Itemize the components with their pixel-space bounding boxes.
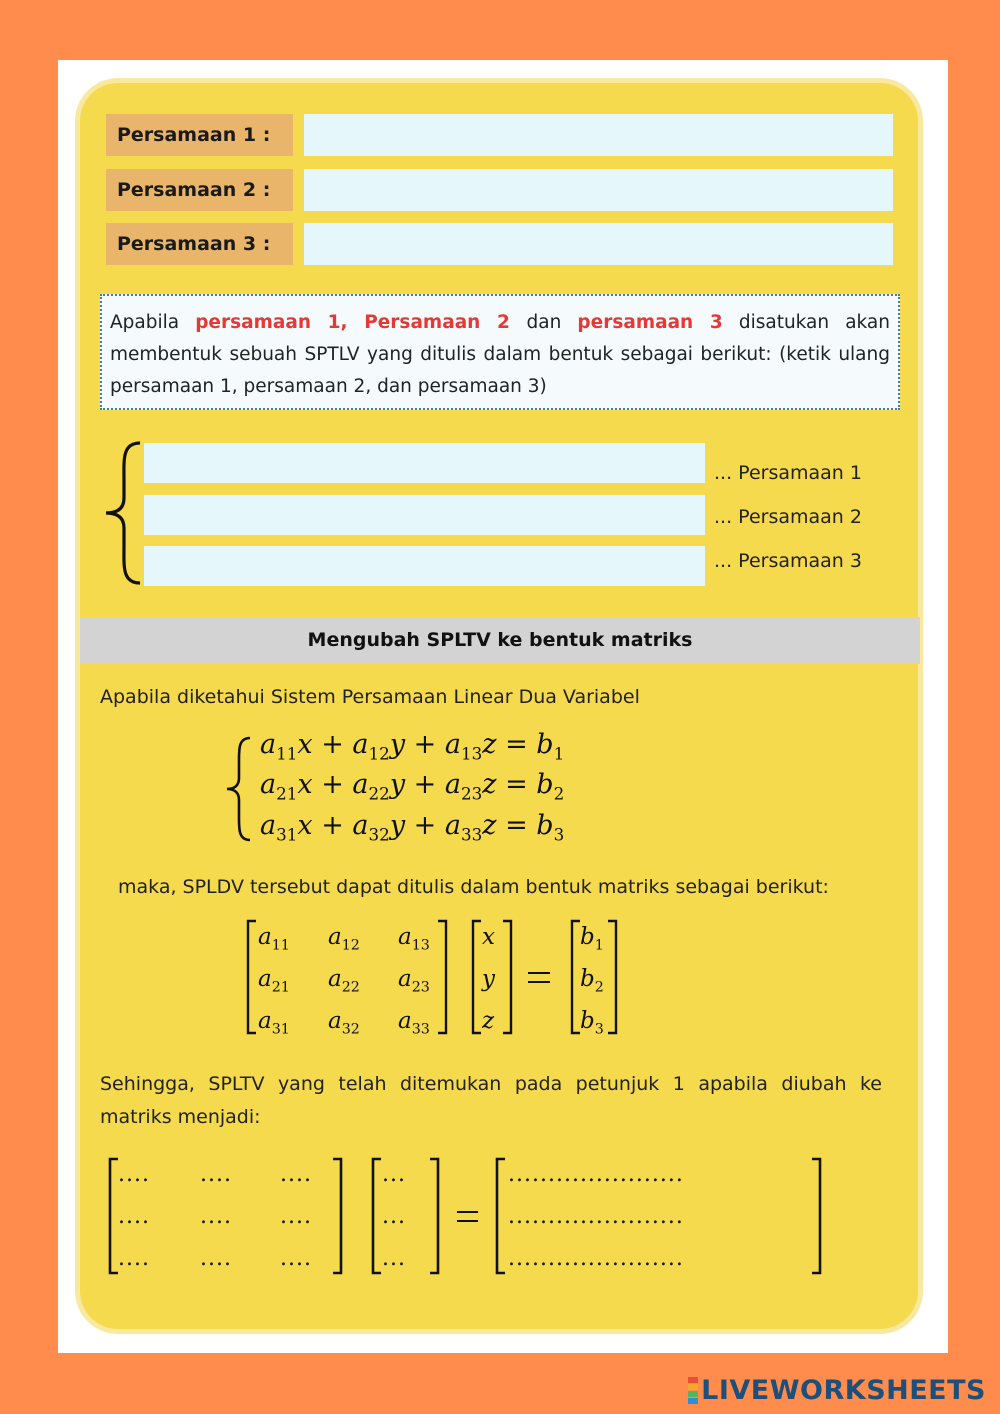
formula-brace-icon xyxy=(224,736,254,842)
answer-rhs-r1: ...................... xyxy=(508,1162,684,1187)
left-brace-icon xyxy=(100,440,144,586)
note-highlight-1: persamaan 1, Persamaan 2 xyxy=(195,312,527,333)
note-intro: Apabila xyxy=(110,312,196,333)
logo-letter-v xyxy=(688,1391,698,1397)
general-equation-1: $a_{11}x + a_{12}y + a_{13}z = b_1$ xyxy=(260,729,565,764)
matrix-a21: $a_{21}$ xyxy=(258,966,290,996)
matrix-a13: $a_{13}$ xyxy=(398,924,430,954)
equation-1-input[interactable] xyxy=(304,114,893,156)
matrix-a12: $a_{12}$ xyxy=(328,924,360,954)
matrix-b1: $b_1$ xyxy=(580,924,604,954)
equation-3-label: Persamaan 3 : xyxy=(106,223,293,265)
logo-letter-l xyxy=(688,1377,698,1383)
system-equation-1-input[interactable] xyxy=(144,443,705,483)
general-equation-2: $a_{21}x + a_{22}y + a_{23}z = b_2$ xyxy=(260,769,565,804)
matrix-y: y xyxy=(482,966,495,992)
instruction-note xyxy=(100,294,900,410)
system-label-2: ... Persamaan 2 xyxy=(714,506,862,528)
system-equation-2-input[interactable] xyxy=(144,495,705,535)
answer-var-r3: ... xyxy=(382,1246,406,1271)
system-equation-3-input[interactable] xyxy=(144,546,705,586)
answer-coef-r2c1: .... xyxy=(118,1204,150,1229)
equation-2-label: Persamaan 2 : xyxy=(106,169,293,211)
answer-coef-r1c2: .... xyxy=(200,1162,232,1187)
intro-text: Apabila diketahui Sistem Persamaan Linear Dua Variabel xyxy=(100,686,640,708)
matrix-x: x xyxy=(482,924,495,950)
matrix-a31: $a_{31}$ xyxy=(258,1008,290,1038)
equation-2-input[interactable] xyxy=(304,169,893,211)
answer-var-r1: ... xyxy=(382,1162,406,1187)
section-title: Mengubah SPLTV ke bentuk matriks xyxy=(80,617,920,664)
logo-letter-i xyxy=(688,1384,698,1390)
matrix-a11: $a_{11}$ xyxy=(258,924,290,954)
matrix-b3: $b_3$ xyxy=(580,1008,604,1038)
matrix-a32: $a_{32}$ xyxy=(328,1008,360,1038)
conclusion-text: Sehingga, SPLTV yang telah ditemukan pada petunjuk 1 apabila diubah ke matriks menjadi: xyxy=(100,1073,882,1128)
matrix-intro-text: maka, SPLDV tersebut dapat ditulis dalam bentuk matriks sebagai berikut: xyxy=(118,876,829,898)
answer-coef-r3c3: .... xyxy=(280,1246,312,1271)
answer-coef-r2c3: .... xyxy=(280,1204,312,1229)
matrix-z: z xyxy=(482,1008,495,1034)
answer-rhs-r2: ...................... xyxy=(508,1204,684,1229)
answer-coef-r3c2: .... xyxy=(200,1246,232,1271)
matrix-a23: $a_{23}$ xyxy=(398,966,430,996)
logo-text: LIVEWORKSHEETS xyxy=(701,1374,986,1406)
answer-coef-r1c3: .... xyxy=(280,1162,312,1187)
logo-letter-e xyxy=(688,1398,698,1404)
matrix-brackets-icon xyxy=(240,918,630,1038)
matrix-b2: $b_2$ xyxy=(580,966,604,996)
general-equation-3: $a_{31}x + a_{32}y + a_{33}z = b_3$ xyxy=(260,810,565,845)
liveworksheets-logo[interactable] xyxy=(688,1372,986,1408)
note-rest: disatukan akan membentuk sebuah SPTLV yang ditulis dalam bentuk sebagai berikut: (ketik ulang persamaan 1, persamaan 2, dan persamaan 3) xyxy=(110,312,890,397)
logo-blocks-icon xyxy=(688,1377,698,1404)
equation-1-label: Persamaan 1 : xyxy=(106,114,293,156)
system-label-3: ... Persamaan 3 xyxy=(714,550,862,572)
answer-coef-r1c1: .... xyxy=(118,1162,150,1187)
equation-3-input[interactable] xyxy=(304,223,893,265)
system-label-1: ... Persamaan 1 xyxy=(714,462,862,484)
answer-coef-r2c2: .... xyxy=(200,1204,232,1229)
matrix-a33: $a_{33}$ xyxy=(398,1008,430,1038)
answer-coef-r3c1: .... xyxy=(118,1246,150,1271)
matrix-a22: $a_{22}$ xyxy=(328,966,360,996)
answer-rhs-r3: ...................... xyxy=(508,1246,684,1271)
answer-var-r2: ... xyxy=(382,1204,406,1229)
note-highlight-2: persamaan 3 xyxy=(577,312,723,333)
note-middle: dan xyxy=(526,312,578,333)
